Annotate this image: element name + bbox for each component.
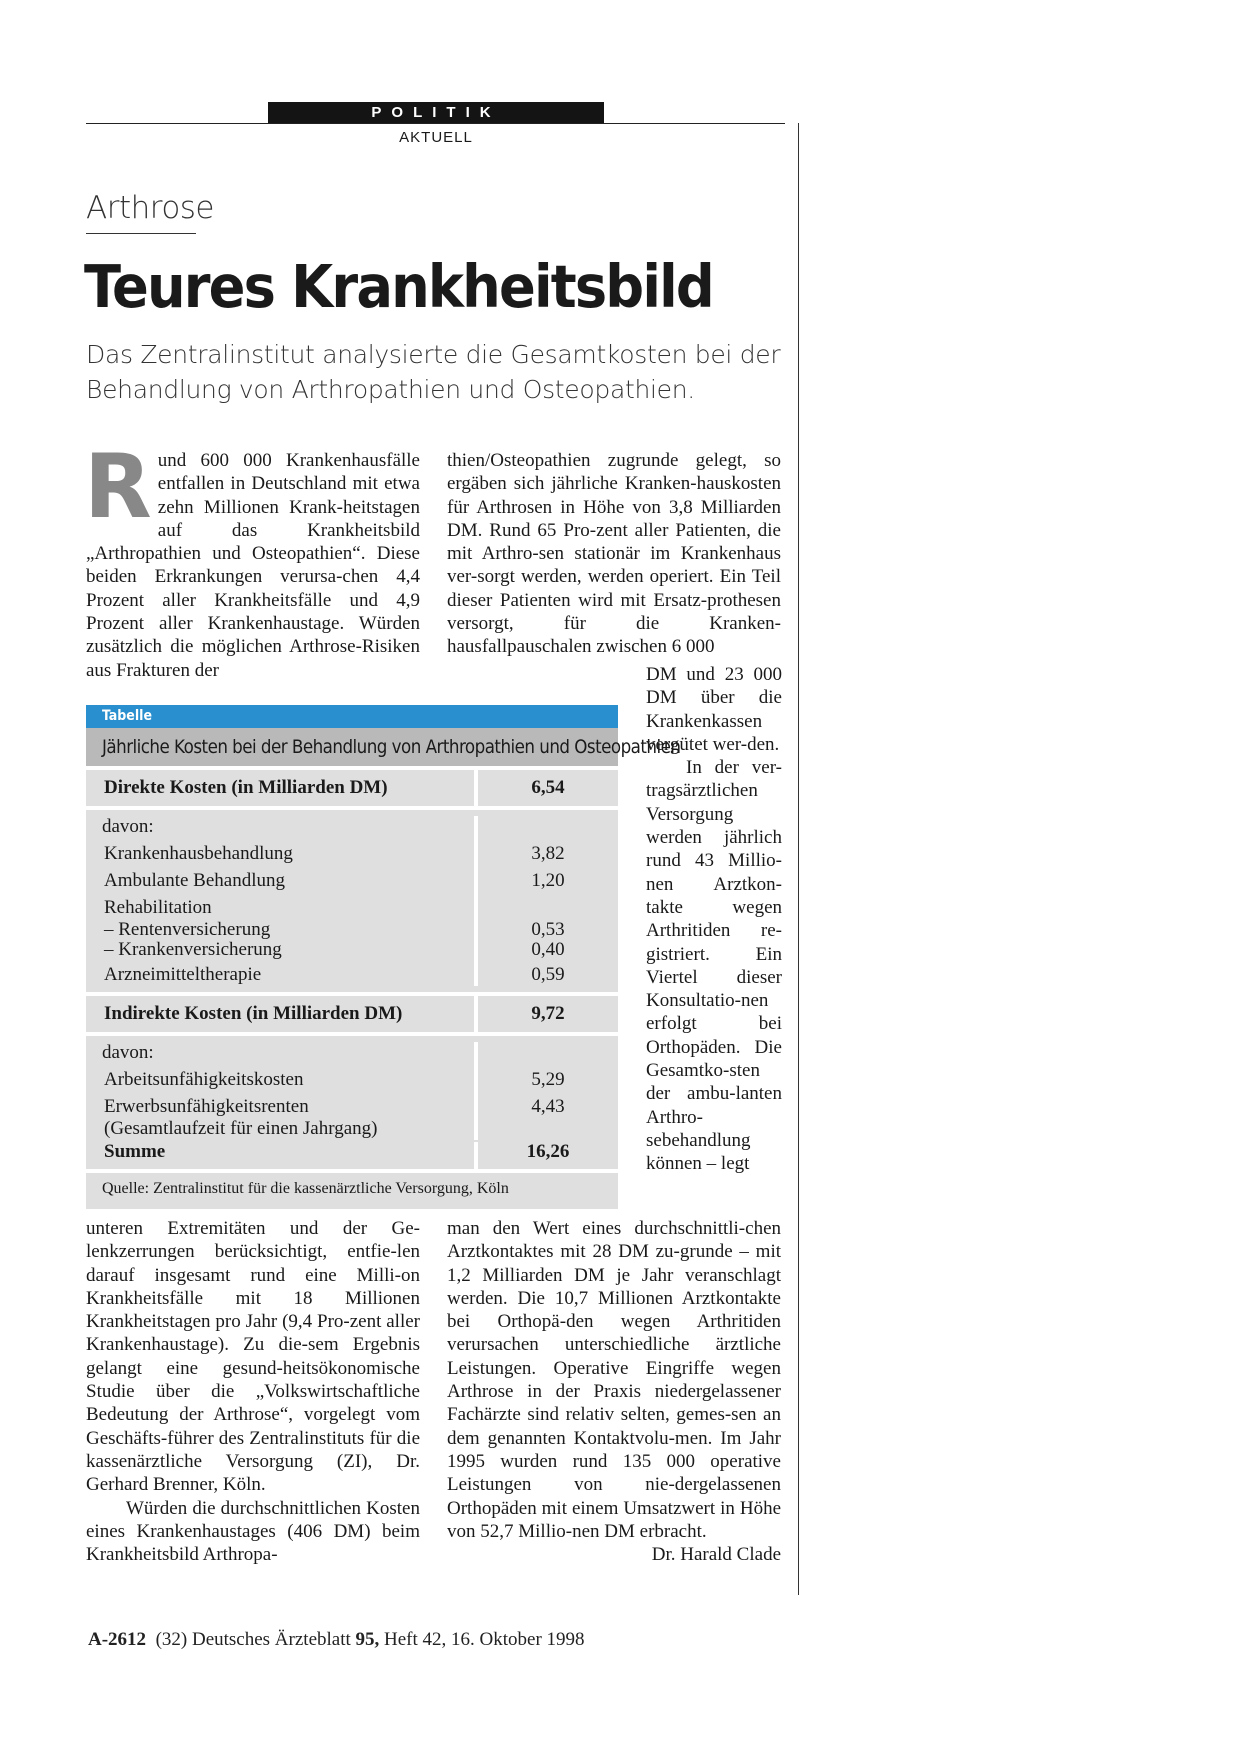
- body-column-2: [447, 449, 781, 659]
- body-text: man den Wert eines durchschnittli-chen Arztkontaktes mit 28 DM zu-grunde – mit 1,2 Milliarden DM je Jahr veranschlagt werden. Die 10,7 Millionen Arztkontakte bei Orthopä-den wegen Arthritiden verursachen unterschiedliche ärztliche Leistungen. Operative Eingriffe wegen Arthrose in der Praxis niedergelassener Fachärzte sind relativ selten, gemes-sen an dem genannten Kontaktvolu-men. Im Jahr 1995 wurden rund 135 000 operative Leistungen von nie-dergelassenen Orthopäden mit einem Umsatzwert in Höhe von 52,7 Millio-nen DM erbracht.: [447, 1218, 781, 1542]
- article-headline: Teures Krankheitsbild: [84, 252, 713, 321]
- table-cell: 5,29 4,43: [474, 1042, 618, 1140]
- table-cell: 6,54: [474, 770, 618, 806]
- table-cell: davon: Arbeitsunfähigkeitskosten Erwerbsunfähigkeitsrenten (Gesamtlaufzeit für einen Jahrgang): [102, 1042, 378, 1139]
- table-source: Quelle: Zentralinstitut für die kassenärztliche Versorgung, Köln: [86, 1169, 618, 1209]
- table-row: [86, 992, 618, 1032]
- table-row: [86, 806, 618, 992]
- table-label: Tabelle: [86, 705, 618, 728]
- body-text: thien/Osteopathien zugrunde gelegt, so ergäben sich jährliche Kranken-hauskosten für Arthrosen in Höhe von 3,8 Milliarden DM. Rund 65 Pro-zent aller Patienten, die mit Arthro-sen stationär im Krankenhaus ver-sorgt werden, werden operiert. Ein Teil dieser Patienten wird mit Ersatz-prothesen versorgt, für die Kranken-hausfallpauschalen zwischen 6 000: [447, 450, 781, 658]
- table-cell: Indirekte Kosten (in Milliarden DM): [104, 1003, 403, 1024]
- article-deck: Das Zentralinstitut analysierte die Gesamtkosten bei der Behandlung von Arthropathien und Osteopathien.: [86, 340, 781, 404]
- drop-cap: R: [84, 435, 152, 538]
- author-name: Dr. Harald Clade: [651, 1544, 781, 1566]
- kicker-underline: [86, 233, 196, 234]
- body-column-5: [447, 1217, 781, 1566]
- footer-issue: Heft 42, 16. Oktober 1998: [384, 1629, 585, 1650]
- body-text: und 600 000 Krankenhausfälle entfallen in Deutschland mit etwa zehn Millionen Krank-heitstagen auf das Krankheitsbild „Arthropathien und Osteopathien“. Diese beiden Erkrankungen verursa-chen 4,4 Prozent aller Krankheitsfälle und 4,9 Prozent aller Krankenhaustage. Würden zusätzlich die möglichen Arthrose-Risiken aus Frakturen der: [86, 450, 420, 681]
- page-footer: [88, 1629, 585, 1651]
- table-cell: Direkte Kosten (in Milliarden DM): [104, 777, 388, 798]
- body-text: Würden die durchschnittlichen Kosten eines Krankenhaustages (406 DM) beim Krankheitsbild Arthropa-: [86, 1497, 420, 1566]
- table-cell: 9,72: [474, 996, 618, 1032]
- table-title: Jährliche Kosten bei der Behandlung von Arthropathien und Osteopathien: [86, 728, 618, 766]
- table-cell: davon: Krankenhausbehandlung Ambulante Behandlung Rehabilitation – Rentenversicherung – Krankenversicherung Arzneimitteltherapie: [102, 816, 293, 985]
- cost-table: [86, 705, 681, 1197]
- body-text: In der ver-tragsärztlichen Versorgung werden jährlich rund 43 Millio-nen Arztkon-takte wegen Arthritiden re-gistriert. Ein Viertel dieser Konsultatio-nen erfolgt bei Orthopäden. Die Gesamtko-sten der ambu-lanten Arthro-sebehandlung können – legt: [646, 757, 782, 1175]
- table-cell: 16,26: [474, 1142, 618, 1169]
- body-text: DM und 23 000 DM über die Krankenkassen vergütet wer-den.: [646, 664, 782, 755]
- table-cell: 3,82 1,20 0,53 0,40 0,59: [474, 816, 618, 986]
- table-row: [86, 1032, 618, 1142]
- body-text: unteren Extremitäten und der Ge-lenkzerrungen berücksichtigt, entfie-len darauf insgesamt rund eine Milli-on Krankheitsfälle mit 18 Millionen Krankheitstagen pro Jahr (9,4 Pro-zent aller Krankenhaustage). Zu die-sem Ergebnis gelangt eine gesund-heitsökonomische Studie über die „Volkswirtschaftliche Bedeutung der Arthrose“, vorgelegt vom Geschäfts-führer des Zentralinstituts für die kassenärztliche Versorgung (ZI), Dr. Gerhard Brenner, Köln.: [86, 1218, 420, 1496]
- table-row: [86, 1142, 618, 1169]
- page-number: A-2612: [88, 1629, 147, 1650]
- body-column-1: [84, 435, 420, 682]
- article-kicker: Arthrose: [86, 190, 215, 226]
- subsection-label: AKTUELL: [399, 129, 473, 146]
- table-row: [86, 766, 618, 806]
- footer-journal: (32) Deutsches Ärzteblatt: [155, 1629, 351, 1650]
- footer-volume: 95,: [355, 1629, 380, 1650]
- header-rule: [86, 123, 785, 124]
- body-column-4: [86, 1217, 420, 1566]
- section-label: POLITIK: [268, 102, 604, 123]
- table-cell: Summe: [104, 1141, 166, 1162]
